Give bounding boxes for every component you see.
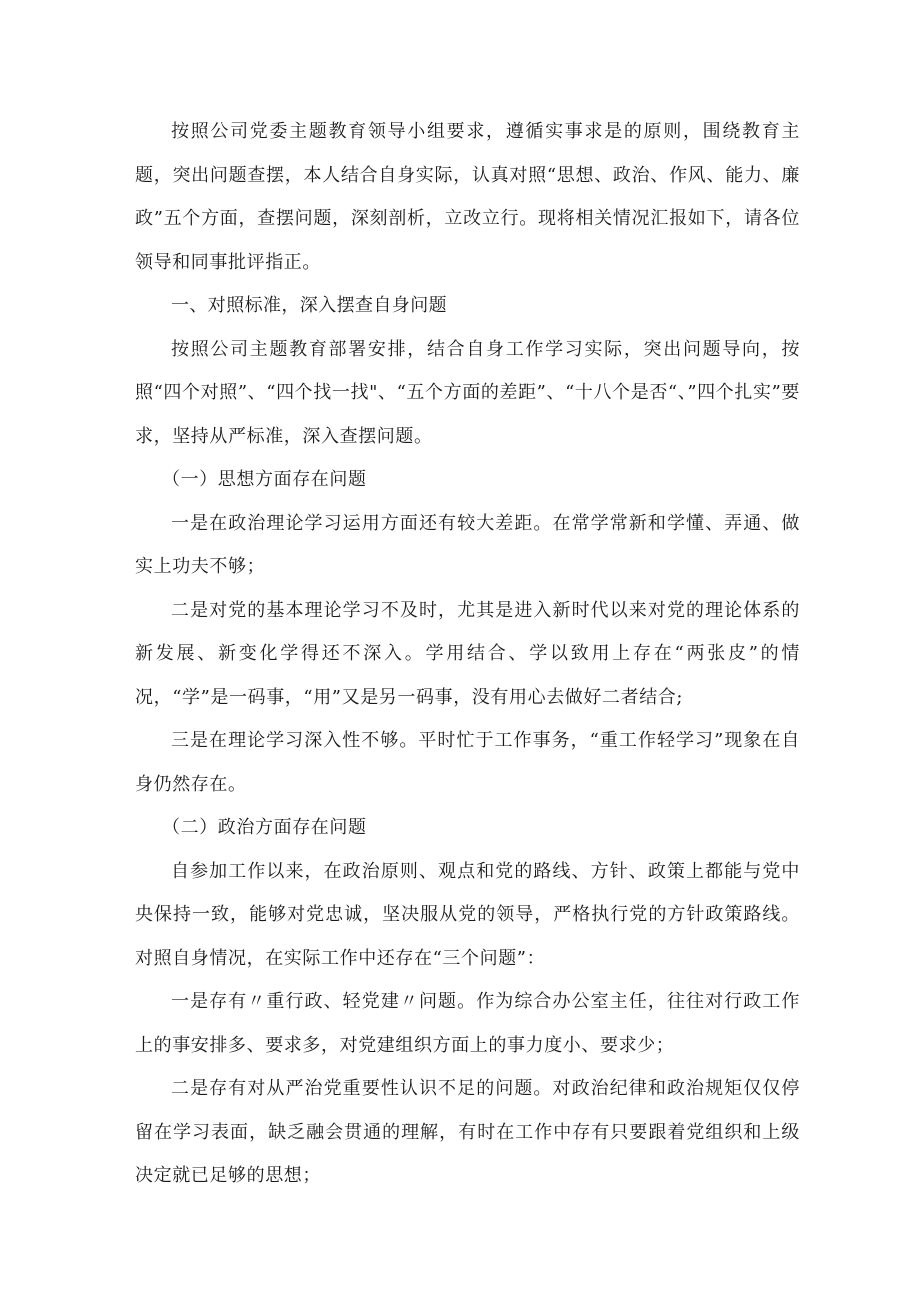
paragraph: 二是对党的基本理论学习不及时，尤其是进入新时代以来对党的理论体系的新发展、新变化学得还不深入。学用结合、学以致用上存在“两张皮”的情况，“学”是一码事，“用”又是另一码事，没有用心去做好二者结合; (135, 599, 800, 708)
document-body (135, 110, 800, 1198)
paragraph: 二是存有对从严治党重要性认识不足的问题。对政治纪律和政治规矩仅仅停留在学习表面，缺乏融会贯通的理解，有时在工作中存有只要跟着党组织和上级决定就已足够的思想； (135, 1078, 800, 1186)
subsection-heading: （一）思想方面存在问题 (162, 469, 367, 490)
paragraph-intro: 按照公司党委主题教育领导小组要求，遵循实事求是的原则，围绕教育主题，突出问题查摆，本人结合自身实际，认真对照“思想、政治、作风、能力、廉政”五个方面，查摆问题，深刻剖析，立改立行。现将相关情况汇报如下，请各位领导和同事批评指正。 (135, 121, 800, 273)
paragraph: 一是在政治理论学习运用方面还有较大差距。在常学常新和学懂、弄通、做实上功夫不够； (135, 512, 800, 577)
section-heading: 一、对照标准，深入摆查自身问题 (171, 295, 447, 316)
paragraph: 自参加工作以来，在政治原则、观点和党的路线、方针、政策上都能与党中央保持一致，能够对党忠诚，坚决服从党的领导，严格执行党的方针政策路线。对照自身情况，在实际工作中还存在“三个问题”： (135, 860, 800, 969)
paragraph: 一是存有〃重行政、轻党建〃问题。作为综合办公室主任，往往对行政工作上的事安排多、要求多，对党建组织方面上的事力度小、要求少； (135, 991, 800, 1056)
paragraph: 三是在理论学习深入性不够。平时忙于工作事务，“重工作轻学习”现象在自身仍然存在。 (135, 730, 800, 795)
subsection-heading: （二）政治方面存在问题 (162, 817, 367, 838)
paragraph: 按照公司主题教育部署安排，结合自身工作学习实际，突出问题导向，按照“四个对照”、“四个找一找"、“五个方面的差距”、“十八个是否“、”四个扎实”要求，坚持从严标准，深入查摆问题。 (135, 338, 800, 447)
